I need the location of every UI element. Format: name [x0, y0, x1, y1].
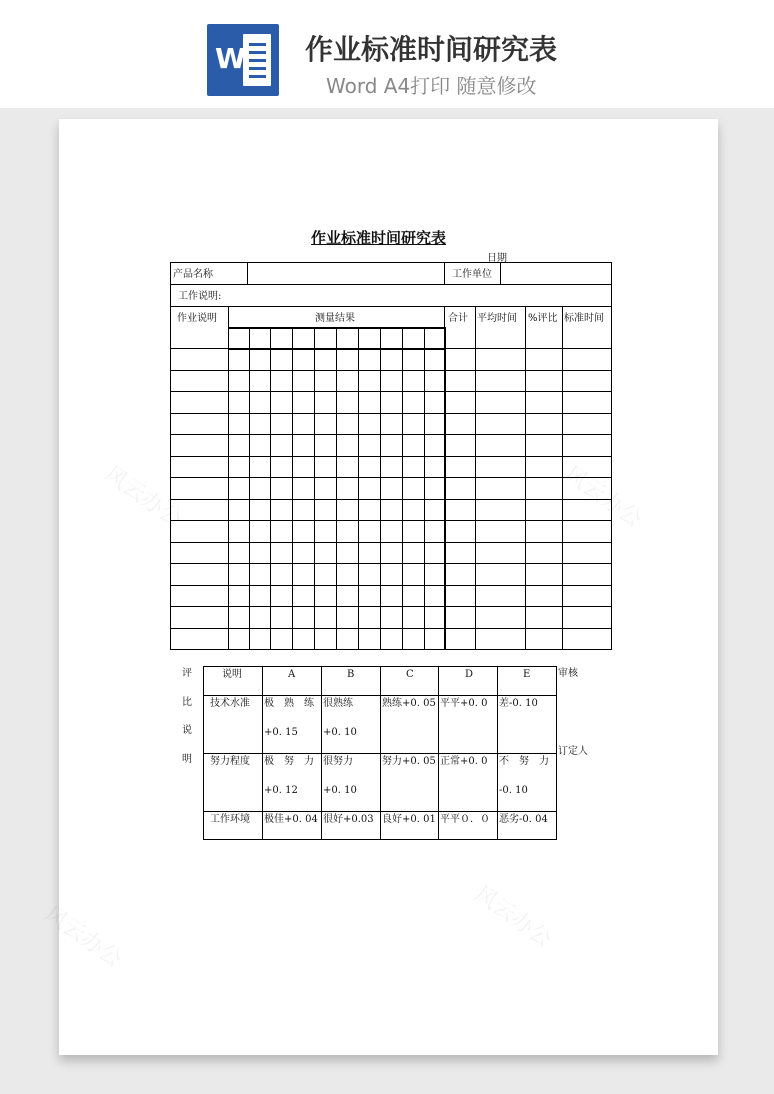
rating-value-text: +0. 10	[323, 785, 357, 796]
measure-cell[interactable]	[228, 456, 250, 478]
rating-row-label: 技术水准	[210, 698, 250, 709]
measure-cell[interactable]	[358, 434, 381, 457]
op-desc-cell[interactable]	[170, 391, 229, 414]
col-rating-label: %评比	[528, 313, 558, 324]
result-cell[interactable]	[562, 434, 612, 457]
measure-cell[interactable]	[292, 477, 315, 500]
measure-cell[interactable]	[380, 456, 403, 478]
measure-cell[interactable]	[358, 456, 381, 478]
rating-value-text: 恶劣-0. 04	[499, 814, 548, 825]
measure-cell[interactable]	[314, 327, 337, 350]
measure-cell[interactable]	[358, 563, 381, 586]
measure-cell[interactable]	[292, 499, 315, 521]
measure-cell[interactable]	[249, 370, 271, 392]
measure-cell[interactable]	[380, 585, 403, 607]
rating-value-text: +0. 12	[264, 785, 298, 796]
measure-cell[interactable]	[336, 391, 359, 414]
result-cell[interactable]	[525, 520, 563, 543]
measure-cell[interactable]	[402, 499, 425, 521]
measure-cell[interactable]	[292, 391, 315, 414]
measure-cell[interactable]	[270, 413, 293, 435]
measure-cell[interactable]	[249, 606, 271, 629]
result-cell[interactable]	[525, 434, 563, 457]
measure-cell[interactable]	[314, 413, 337, 435]
result-cell[interactable]	[525, 499, 563, 521]
measure-cell[interactable]	[358, 499, 381, 521]
measure-cell[interactable]	[336, 542, 359, 564]
measure-cell[interactable]	[424, 628, 446, 650]
measure-cell[interactable]	[380, 499, 403, 521]
measure-cell[interactable]	[358, 391, 381, 414]
result-cell[interactable]	[444, 606, 476, 629]
measure-cell[interactable]	[314, 628, 337, 650]
measure-cell[interactable]	[424, 348, 446, 371]
rating-value-text: 正常+0. 0	[440, 756, 488, 767]
op-desc-cell[interactable]	[170, 499, 229, 521]
date-label: 日期	[487, 253, 507, 264]
measure-cell[interactable]	[358, 585, 381, 607]
result-cell[interactable]	[444, 563, 476, 586]
measure-cell[interactable]	[228, 477, 250, 500]
result-cell[interactable]	[444, 585, 476, 607]
col-total-label: 合计	[448, 313, 468, 324]
rating-header-label: 说明	[222, 669, 242, 680]
measure-cell[interactable]	[249, 520, 271, 543]
result-cell[interactable]	[444, 542, 476, 564]
measure-cell[interactable]	[228, 391, 250, 414]
measure-cell[interactable]	[270, 499, 293, 521]
rating-value-text: 很熟练	[323, 698, 353, 709]
measure-cell[interactable]	[249, 413, 271, 435]
result-cell[interactable]	[475, 370, 526, 392]
op-desc-cell[interactable]	[170, 585, 229, 607]
measure-cell[interactable]	[314, 456, 337, 478]
rating-header-label: D	[465, 669, 474, 680]
measure-cell[interactable]	[249, 434, 271, 457]
measure-cell[interactable]	[292, 542, 315, 564]
measure-cell[interactable]	[402, 456, 425, 478]
measure-cell[interactable]	[402, 413, 425, 435]
measure-cell[interactable]	[380, 434, 403, 457]
col-op-desc-label: 作业说明	[177, 313, 217, 324]
measure-cell[interactable]	[314, 477, 337, 500]
op-desc-cell[interactable]	[170, 477, 229, 500]
measure-cell[interactable]	[358, 606, 381, 629]
rating-value-text: 努力+0. 05	[382, 756, 436, 767]
measure-cell[interactable]	[270, 606, 293, 629]
measure-cell[interactable]	[270, 563, 293, 586]
measure-cell[interactable]	[292, 520, 315, 543]
result-cell[interactable]	[562, 348, 612, 371]
page-title: 作业标准时间研究表	[305, 33, 558, 66]
rating-header-label: C	[406, 669, 414, 680]
measure-cell[interactable]	[380, 477, 403, 500]
measure-cell[interactable]	[270, 391, 293, 414]
watermark: 风云办公	[39, 901, 127, 973]
result-cell[interactable]	[562, 606, 612, 629]
result-cell[interactable]	[525, 413, 563, 435]
measure-cell[interactable]	[336, 520, 359, 543]
rating-value-text: 差-0. 10	[499, 698, 538, 709]
measure-cell[interactable]	[249, 477, 271, 500]
result-cell[interactable]	[475, 520, 526, 543]
measure-cell[interactable]	[424, 370, 446, 392]
measure-cell[interactable]	[424, 499, 446, 521]
measure-cell[interactable]	[292, 434, 315, 457]
result-cell[interactable]	[525, 542, 563, 564]
measure-cell[interactable]	[424, 585, 446, 607]
measure-cell[interactable]	[336, 499, 359, 521]
rating-value-text: 平平+0. 0	[440, 698, 488, 709]
measure-cell[interactable]	[249, 542, 271, 564]
measure-cell[interactable]	[314, 348, 337, 371]
result-cell[interactable]	[444, 413, 476, 435]
result-cell[interactable]	[475, 413, 526, 435]
measure-cell[interactable]	[424, 477, 446, 500]
reviewer-label: 审核	[558, 668, 578, 679]
op-desc-cell[interactable]	[170, 456, 229, 478]
result-cell[interactable]	[562, 628, 612, 650]
measure-cell[interactable]	[292, 456, 315, 478]
rating-value-text: 良好+0. 01	[382, 814, 436, 825]
result-cell[interactable]	[562, 391, 612, 414]
result-cell[interactable]	[562, 456, 612, 478]
measure-cell[interactable]	[402, 348, 425, 371]
rating-value-text: +0. 15	[264, 727, 298, 738]
measure-cell[interactable]	[380, 520, 403, 543]
measure-cell[interactable]	[358, 348, 381, 371]
result-cell[interactable]	[444, 456, 476, 478]
measure-cell[interactable]	[424, 456, 446, 478]
measure-cell[interactable]	[358, 327, 381, 350]
measure-cell[interactable]	[292, 585, 315, 607]
result-cell[interactable]	[475, 606, 526, 629]
result-cell[interactable]	[475, 542, 526, 564]
col-avg-time-label: 平均时间	[477, 313, 517, 324]
rating-header-label: E	[523, 669, 531, 680]
measure-cell[interactable]	[228, 413, 250, 435]
measure-cell[interactable]	[314, 585, 337, 607]
measure-cell[interactable]	[402, 520, 425, 543]
measure-cell[interactable]	[292, 348, 315, 371]
measure-cell[interactable]	[336, 606, 359, 629]
result-cell[interactable]	[444, 434, 476, 457]
measure-cell[interactable]	[249, 456, 271, 478]
result-cell[interactable]	[475, 434, 526, 457]
approver-label: 订定人	[558, 746, 588, 757]
page-subtitle: Word A4打印 随意修改	[326, 74, 537, 98]
document-title: 作业标准时间研究表	[311, 229, 447, 247]
measure-cell[interactable]	[270, 520, 293, 543]
measure-cell[interactable]	[380, 370, 403, 392]
rating-side-char: 说	[182, 725, 192, 736]
result-cell[interactable]	[562, 413, 612, 435]
work-desc-field[interactable]	[170, 284, 612, 307]
op-desc-cell[interactable]	[170, 542, 229, 564]
result-cell[interactable]	[444, 477, 476, 500]
rating-side-char: 评	[182, 668, 192, 679]
measure-cell[interactable]	[336, 413, 359, 435]
watermark: 风云办公	[559, 461, 647, 533]
measure-cell[interactable]	[270, 585, 293, 607]
op-desc-cell[interactable]	[170, 348, 229, 371]
measure-cell[interactable]	[424, 606, 446, 629]
result-cell[interactable]	[562, 585, 612, 607]
measure-cell[interactable]	[358, 413, 381, 435]
product-name-field[interactable]	[247, 262, 445, 285]
word-doc-icon	[207, 24, 279, 96]
measure-cell[interactable]	[314, 542, 337, 564]
result-cell[interactable]	[525, 563, 563, 586]
result-cell[interactable]	[444, 628, 476, 650]
rating-side-char: 明	[182, 754, 192, 765]
measure-cell[interactable]	[314, 606, 337, 629]
measure-cell[interactable]	[402, 477, 425, 500]
measure-cell[interactable]	[424, 434, 446, 457]
measure-cell[interactable]	[249, 563, 271, 586]
op-desc-cell[interactable]	[170, 628, 229, 650]
measure-cell[interactable]	[270, 477, 293, 500]
measure-cell[interactable]	[228, 520, 250, 543]
page-header	[0, 0, 774, 108]
measure-cell[interactable]	[336, 585, 359, 607]
measure-cell[interactable]	[424, 327, 446, 350]
measure-cell[interactable]	[270, 456, 293, 478]
measure-cell[interactable]	[336, 563, 359, 586]
op-desc-cell[interactable]	[170, 434, 229, 457]
measure-cell[interactable]	[292, 606, 315, 629]
measure-cell[interactable]	[358, 370, 381, 392]
rating-value-text: 极 熟 练	[264, 698, 314, 709]
measure-cell[interactable]	[228, 606, 250, 629]
measure-cell[interactable]	[402, 434, 425, 457]
measure-cell[interactable]	[270, 370, 293, 392]
rating-row-label: 工作环境	[210, 814, 250, 825]
measure-cell[interactable]	[402, 563, 425, 586]
measure-cell[interactable]	[336, 327, 359, 350]
measure-cell[interactable]	[336, 434, 359, 457]
measure-cell[interactable]	[228, 327, 250, 350]
measure-cell[interactable]	[336, 628, 359, 650]
result-cell[interactable]	[475, 585, 526, 607]
measure-cell[interactable]	[358, 542, 381, 564]
result-cell[interactable]	[444, 348, 476, 371]
measure-cell[interactable]	[358, 520, 381, 543]
product-name-label: 产品名称	[173, 269, 213, 280]
rating-value-text: 很好+0.03	[323, 814, 374, 825]
result-cell[interactable]	[475, 456, 526, 478]
measure-cell[interactable]	[402, 606, 425, 629]
result-cell[interactable]	[525, 477, 563, 500]
measure-cell[interactable]	[424, 563, 446, 586]
result-cell[interactable]	[444, 370, 476, 392]
rating-header-label: B	[347, 669, 355, 680]
measure-cell[interactable]	[380, 563, 403, 586]
result-cell[interactable]	[525, 370, 563, 392]
result-cell[interactable]	[444, 499, 476, 521]
watermark: 风云办公	[469, 881, 557, 953]
measure-cell[interactable]	[228, 434, 250, 457]
result-cell[interactable]	[562, 542, 612, 564]
watermark: 风云办公	[99, 461, 187, 533]
measure-cell[interactable]	[228, 542, 250, 564]
measure-cell[interactable]	[249, 348, 271, 371]
result-cell[interactable]	[562, 370, 612, 392]
measure-cell[interactable]	[249, 628, 271, 650]
measure-cell[interactable]	[228, 370, 250, 392]
result-cell[interactable]	[525, 456, 563, 478]
measure-cell[interactable]	[292, 327, 315, 350]
measure-cell[interactable]	[270, 327, 293, 350]
measure-cell[interactable]	[249, 327, 271, 350]
measure-cell[interactable]	[336, 348, 359, 371]
word-letter: W	[215, 42, 246, 75]
measure-cell[interactable]	[270, 628, 293, 650]
measure-cell[interactable]	[292, 628, 315, 650]
measure-cell[interactable]	[336, 370, 359, 392]
measure-cell[interactable]	[270, 542, 293, 564]
rating-value-text: -0. 10	[499, 785, 528, 796]
measure-cell[interactable]	[380, 606, 403, 629]
rating-value-text: 极佳+0. 04	[264, 814, 318, 825]
result-cell[interactable]	[562, 520, 612, 543]
measure-cell[interactable]	[358, 628, 381, 650]
measure-cell[interactable]	[228, 585, 250, 607]
result-cell[interactable]	[525, 348, 563, 371]
measure-cell[interactable]	[292, 370, 315, 392]
measure-cell[interactable]	[424, 391, 446, 414]
measure-cell[interactable]	[314, 563, 337, 586]
work-unit-label: 工作单位	[452, 269, 492, 280]
rating-header-label: A	[288, 669, 296, 680]
measure-cell[interactable]	[402, 327, 425, 350]
measure-cell[interactable]	[336, 477, 359, 500]
measure-cell[interactable]	[228, 348, 250, 371]
measure-cell[interactable]	[228, 563, 250, 586]
measure-cell[interactable]	[380, 413, 403, 435]
rating-value-text: 不 努 力	[499, 756, 549, 767]
measure-cell[interactable]	[314, 370, 337, 392]
rating-row-label: 努力程度	[210, 756, 250, 767]
result-cell[interactable]	[475, 628, 526, 650]
result-cell[interactable]	[475, 391, 526, 414]
result-cell[interactable]	[475, 499, 526, 521]
measure-cell[interactable]	[402, 370, 425, 392]
result-cell[interactable]	[475, 348, 526, 371]
measure-cell[interactable]	[314, 520, 337, 543]
measure-cell[interactable]	[380, 327, 403, 350]
result-cell[interactable]	[525, 585, 563, 607]
result-cell[interactable]	[475, 563, 526, 586]
work-unit-field[interactable]	[500, 262, 612, 285]
rating-value-text: 平平０．０	[440, 814, 490, 825]
measure-cell[interactable]	[249, 499, 271, 521]
measure-cell[interactable]	[228, 628, 250, 650]
measure-cell[interactable]	[314, 499, 337, 521]
result-cell[interactable]	[444, 520, 476, 543]
result-cell[interactable]	[525, 628, 563, 650]
result-cell[interactable]	[525, 391, 563, 414]
measure-cell[interactable]	[270, 434, 293, 457]
result-cell[interactable]	[562, 563, 612, 586]
measure-cell[interactable]	[228, 499, 250, 521]
rating-value-text: +0. 10	[323, 727, 357, 738]
measure-cell[interactable]	[249, 585, 271, 607]
measure-cell[interactable]	[249, 391, 271, 414]
col-std-time-label: 标准时间	[564, 313, 604, 324]
measure-cell[interactable]	[380, 391, 403, 414]
op-desc-cell[interactable]	[170, 370, 229, 392]
op-desc-cell[interactable]	[170, 606, 229, 629]
op-desc-cell[interactable]	[170, 413, 229, 435]
result-cell[interactable]	[444, 391, 476, 414]
result-cell[interactable]	[562, 499, 612, 521]
measure-cell[interactable]	[380, 542, 403, 564]
work-desc-label: 工作说明:	[178, 291, 222, 302]
measure-cell[interactable]	[424, 520, 446, 543]
measure-cell[interactable]	[380, 348, 403, 371]
measure-cell[interactable]	[292, 413, 315, 435]
measure-cell[interactable]	[358, 477, 381, 500]
result-cell[interactable]	[475, 477, 526, 500]
measure-cell[interactable]	[402, 585, 425, 607]
measure-cell[interactable]	[424, 542, 446, 564]
rating-side-char: 比	[182, 697, 192, 708]
measure-cell[interactable]	[402, 628, 425, 650]
measure-cell[interactable]	[270, 348, 293, 371]
rating-value-text: 很努力	[323, 756, 353, 767]
op-desc-cell[interactable]	[170, 520, 229, 543]
measure-cell[interactable]	[314, 391, 337, 414]
measure-cell[interactable]	[424, 413, 446, 435]
col-measure-label: 测量结果	[315, 313, 355, 324]
result-cell[interactable]	[562, 477, 612, 500]
op-desc-cell[interactable]	[170, 563, 229, 586]
measure-cell[interactable]	[402, 542, 425, 564]
rating-value-text: 极 努 力	[264, 756, 314, 767]
measure-cell[interactable]	[380, 628, 403, 650]
measure-cell[interactable]	[402, 391, 425, 414]
rating-value-text: 熟练+0. 05	[382, 698, 436, 709]
measure-cell[interactable]	[292, 563, 315, 586]
document-lines-icon	[243, 34, 271, 86]
measure-cell[interactable]	[336, 456, 359, 478]
measure-cell[interactable]	[314, 434, 337, 457]
result-cell[interactable]	[525, 606, 563, 629]
